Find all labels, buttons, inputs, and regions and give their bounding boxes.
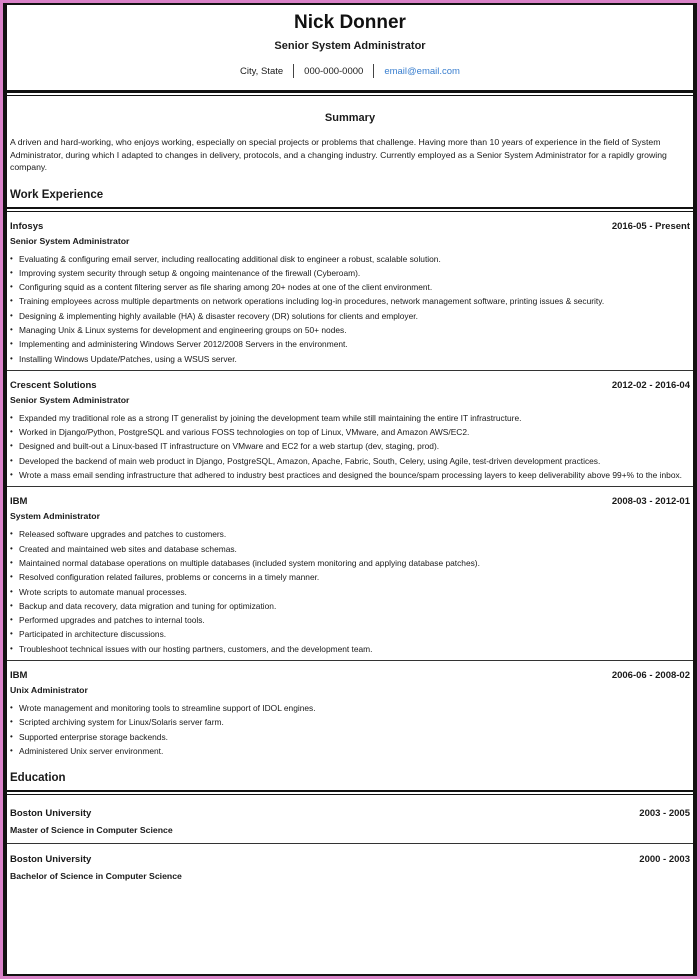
job-role: Senior System Administrator: [10, 235, 130, 246]
job-dates: 2012-02 - 2016-04: [611, 379, 690, 391]
header-rule: [7, 90, 693, 93]
job-dates: 2008-03 - 2012-01: [611, 496, 690, 508]
company-name: Infosys: [10, 220, 44, 232]
education-dates: 2000 - 2003: [639, 854, 690, 866]
job-bullets: [10, 411, 690, 482]
bullet-item: • Configuring squid as a content filtering server as file sharing among 20+ nodes at one of the client environment.: [10, 280, 690, 294]
school-name: Boston University: [10, 808, 92, 820]
bullet-item: • Installing Windows Update/Patches, using a WSUS server.: [10, 352, 690, 366]
bullet-item: • Participated in architecture discussions.: [10, 627, 690, 641]
bullet-item: • Implementing and administering Windows Server 2012/2008 Servers in the environment.: [10, 337, 690, 351]
bullet-item: • Developed the backend of main web product in Django, PostgreSQL, Amazon, Apache, Fabric, South, Celery, using Agile, test-driven development practices.: [10, 454, 690, 468]
bullet-item: • Improving system security through setup & ongoing maintenance of the firewall (Cyberoam).: [10, 266, 690, 280]
work-experience-heading: Work Experience: [10, 188, 104, 201]
contact-line: [7, 63, 693, 79]
bullet-item: • Released software upgrades and patches to customers.: [10, 527, 690, 541]
bullet-item: • Performed upgrades and patches to internal tools.: [10, 613, 690, 627]
job-entry: [7, 380, 693, 482]
job-entry: [7, 221, 693, 366]
job-header: [10, 380, 690, 391]
job-bullets: [10, 252, 690, 366]
job-dates: 2016-05 - Present: [611, 220, 690, 232]
work-experience-list: [7, 221, 693, 759]
degree: Bachelor of Science in Computer Science: [10, 871, 182, 882]
education-header: [10, 808, 690, 819]
education-header: [10, 854, 690, 865]
resume-page: [7, 5, 693, 974]
company-name: Crescent Solutions: [10, 379, 97, 391]
bullet-item: • Training employees across multiple departments on network operations including log-in procedures, network management software, printing issues & security.: [10, 294, 690, 308]
bullet-item: • Backup and data recovery, data migration and tuning for optimization.: [10, 599, 690, 613]
job-dates: 2006-06 - 2008-02: [611, 670, 690, 682]
education-entry: [7, 808, 693, 835]
bullet-item: • Expanded my traditional role as a strong IT generalist by joining the development team while still maintaining the entire IT infrastructure.: [10, 411, 690, 425]
education-list: [7, 808, 693, 881]
job-role: Senior System Administrator: [10, 394, 130, 405]
bullet-item: • Scripted archiving system for Linux/Solaris server farm.: [10, 715, 690, 729]
education-entry: [7, 854, 693, 881]
company-name: IBM: [10, 670, 28, 682]
resume-header: [7, 5, 693, 79]
job-header: [10, 670, 690, 681]
job-role: Unix Administrator: [10, 685, 88, 696]
job-divider: [7, 486, 693, 487]
bullet-item: • Wrote scripts to automate manual processes.: [10, 585, 690, 599]
bullet-item: • Created and maintained web sites and database schemas.: [10, 542, 690, 556]
education-dates: 2003 - 2005: [639, 808, 690, 820]
bullet-item: • Maintained normal database operations on multiple databases (included system monitoring and applying database patches).: [10, 556, 690, 570]
candidate-title: Senior System Administrator: [274, 40, 426, 52]
section-rule: [7, 207, 693, 212]
bullet-item: • Wrote management and monitoring tools to streamline support of IDOL engines.: [10, 701, 690, 715]
candidate-name: Nick Donner: [294, 12, 406, 33]
bullet-item: • Managing Unix & Linux systems for development and engineering groups on 50+ nodes.: [10, 323, 690, 337]
bullet-item: • Resolved configuration related failures, problems or concerns in a timely manner.: [10, 570, 690, 584]
summary-heading: Summary: [324, 112, 376, 124]
bullet-item: • Supported enterprise storage backends.: [10, 730, 690, 744]
bullet-item: • Wrote a mass email sending infrastructure that adhered to industry best practices and designed the bounce/spam processing layers to keep deliverability above 99+% to the inbox.: [10, 468, 690, 482]
job-entry: [7, 670, 693, 758]
job-divider: [7, 370, 693, 371]
education-heading: Education: [10, 772, 66, 785]
bullet-item: • Worked in Django/Python, PostgreSQL and various FOSS technologies on top of Linux, VMware, and Amazon AWS/EC2.: [10, 425, 690, 439]
degree: Master of Science in Computer Science: [10, 825, 173, 836]
bullet-item: • Evaluating & configuring email server, including reallocating additional disk to engineer a robust, scalable solution.: [10, 252, 690, 266]
job-entry: [7, 496, 693, 656]
bullet-item: • Designing & implementing highly available (HA) & disaster recovery (DR) solutions for clients and employer.: [10, 309, 690, 323]
education-divider: [7, 843, 693, 844]
job-role: System Administrator: [10, 511, 100, 522]
header-rule-thin: [7, 95, 693, 96]
job-header: [10, 496, 690, 507]
bullet-item: • Troubleshoot technical issues with our hosting partners, customers, and the development team.: [10, 642, 690, 656]
phone: 000-000-0000: [304, 65, 364, 77]
job-divider: [7, 660, 693, 661]
job-bullets: [10, 701, 690, 758]
section-rule: [7, 790, 693, 795]
email-link[interactable]: email@email.com: [384, 65, 460, 77]
location: City, State: [240, 65, 284, 77]
company-name: IBM: [10, 496, 28, 508]
summary-text: A driven and hard-working, who enjoys working, especially on special projects or problems that challenge. Having more than 10 years of experience in the field of System Administrator, during which I adapted to changes in delivery, protocols, and a changing industry. Currently employed as a Senior System Administrator for a rapidly growing company.: [10, 137, 667, 172]
bullet-item: • Designed and built-out a Linux-based IT infrastructure on VMware and EC2 for a web startup (dev, staging, prod).: [10, 439, 690, 453]
school-name: Boston University: [10, 854, 92, 866]
job-bullets: [10, 527, 690, 656]
job-header: [10, 221, 690, 232]
bullet-item: • Administered Unix server environment.: [10, 744, 690, 758]
